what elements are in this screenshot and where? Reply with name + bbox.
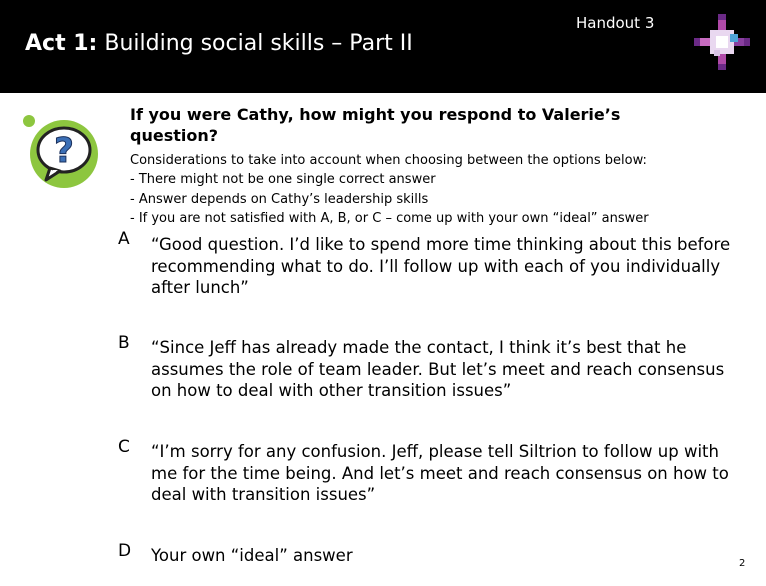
option-a-text: “Good question. I’d like to spend more time thinking about this before recommending what to do. I’ll follow up with each of you individually after lunch” bbox=[151, 235, 731, 298]
considerations-intro: Considerations to take into account when choosing between the options below: bbox=[130, 153, 647, 168]
consideration-item: - If you are not satisfied with A, B, or C – come up with your own “ideal” answer bbox=[130, 210, 649, 226]
act-label: Act 1: bbox=[25, 31, 98, 56]
cross-logo-icon bbox=[694, 14, 750, 70]
page-title bbox=[25, 31, 413, 56]
question-text: If you were Cathy, how might you respond to Valerie’s question? bbox=[130, 105, 621, 145]
consideration-item: - Answer depends on Cathy’s leadership skills bbox=[130, 191, 429, 207]
title-text: Building social skills – Part II bbox=[104, 31, 413, 56]
option-c-text: “I’m sorry for any confusion. Jeff, please tell Siltrion to follow up with me for the time being. And let’s meet and reach consensus on how to deal with transition issues” bbox=[151, 442, 729, 505]
page-number: 2 bbox=[739, 558, 746, 569]
header-bar bbox=[0, 0, 766, 93]
option-d-text: Your own “ideal” answer bbox=[151, 546, 353, 565]
option-b-text: “Since Jeff has already made the contact, I think it’s best that he assumes the role of team leader. But let’s meet and reach consensus on how to deal with other transition issues” bbox=[151, 338, 725, 401]
svg-text:?: ? bbox=[54, 131, 74, 171]
consideration-item: - There might not be one single correct answer bbox=[130, 172, 436, 188]
option-c-letter: C bbox=[118, 437, 130, 457]
option-d-letter: D bbox=[118, 541, 132, 561]
option-b-letter: B bbox=[118, 333, 130, 353]
considerations-block bbox=[130, 151, 750, 228]
handout-label: Handout 3 bbox=[576, 14, 655, 32]
option-a-letter: A bbox=[118, 229, 130, 249]
question-bubble-icon bbox=[20, 110, 104, 194]
